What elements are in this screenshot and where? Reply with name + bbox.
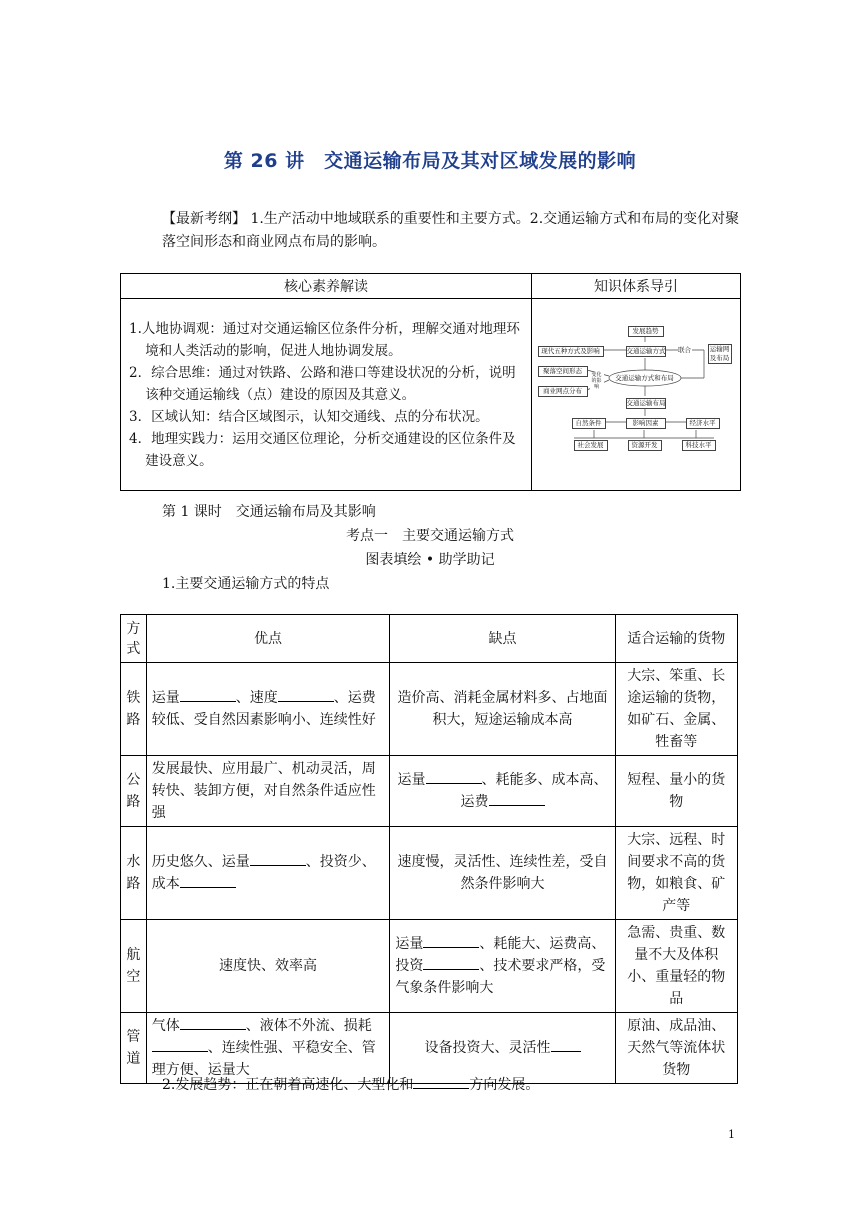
lesson-heading: 第 1 课时 交通运输布局及其影响: [162, 504, 376, 520]
ellipse-center: 交通运输方式和布局: [615, 373, 674, 382]
box-resource: 资源开发: [628, 440, 662, 451]
cons-cell: 速度慢，灵活性、连续性差，受自然条件影响大: [390, 827, 615, 920]
answer-blank: [423, 955, 479, 970]
overview-table: [120, 273, 741, 491]
box-tech: 科技水平: [682, 440, 716, 451]
page-title: 第 26 讲 交通运输布局及其对区域发展的影响: [223, 150, 637, 172]
header-goods: 适合运输的货物: [615, 615, 737, 663]
goods-cell: 急需、贵重、数量不大及体积小、重量轻的物品: [615, 920, 737, 1013]
answer-blank: [551, 1037, 581, 1052]
answer-blank: [152, 1037, 208, 1052]
box-economy: 经济水平: [686, 418, 720, 429]
transport-table: [120, 614, 738, 1084]
pros-cell: 速度快、效率高: [146, 920, 390, 1013]
table-row: [121, 756, 738, 827]
goods-cell: 原油、成品油、天然气等流体状货物: [615, 1013, 737, 1084]
answer-blank: [278, 687, 334, 702]
table-row: [121, 663, 738, 756]
label-combine: 联合: [678, 345, 691, 354]
answer-blank: [413, 1074, 469, 1089]
point-heading: 考点一 主要交通运输方式: [346, 528, 514, 544]
core-item-1: 1.人地协调观：通过对交通运输区位条件分析，理解交通对地理环境和人类活动的影响，促进人地协调发展。: [129, 320, 520, 359]
table-row: [121, 1013, 738, 1084]
answer-blank: [426, 769, 482, 784]
pros-cell: 气体 、液体不外流、损耗、连续性强、平稳安全、管理方便、运量大: [146, 1013, 390, 1084]
answer-blank: [250, 851, 306, 866]
answer-blank: [180, 873, 236, 888]
box-factors: 影响因素: [626, 418, 666, 429]
mode-cell: 管道: [121, 1013, 147, 1084]
box-way: 交通运输方式: [626, 346, 666, 355]
table-row: [121, 827, 738, 920]
core-item-4: 4．地理实践力：运用交通区位理论，分析交通建设的区位条件及建设意义。: [129, 430, 516, 469]
answer-blank: [423, 933, 479, 948]
syllabus-text: 1.生产活动中地域联系的重要性和主要方式。2.交通运输方式和布局的变化对聚落空间形态和商业网点布局的影响。: [162, 211, 740, 250]
item-2-text: 2.发展趋势：正在朝着高速化、大型化和 方向发展。: [162, 1074, 539, 1095]
syllabus-label: 【最新考纲】: [162, 211, 246, 227]
header-pros: 优点: [146, 615, 390, 663]
cons-cell: 运量 、耗能大、运费高、投资 、技术要求严格，受气象条件影响大: [390, 920, 615, 1013]
pros-cell: 历史悠久、运量 、投资少、成本: [146, 827, 390, 920]
goods-cell: 大宗、远程、时间要求不高的货物，如粮食、矿产等: [615, 827, 737, 920]
box-nature: 自然条件: [572, 418, 606, 429]
label-change: 变化的影响: [591, 371, 602, 390]
page-number: 1: [728, 1128, 735, 1141]
goods-cell: 大宗、笨重、长途运输的货物，如矿石、金属、牲畜等: [615, 663, 737, 756]
answer-blank: [180, 1015, 246, 1030]
mode-cell: 航空: [121, 920, 147, 1013]
item-1-heading: 1.主要交通运输方式的特点: [162, 576, 330, 592]
answer-blank: [489, 791, 545, 806]
mode-cell: 铁路: [121, 663, 147, 756]
cons-cell: 造价高、消耗金属材料多、占地面积大，短途运输成本高: [390, 663, 615, 756]
table-row: [121, 920, 738, 1013]
mode-cell: 公路: [121, 756, 147, 827]
box-trend: 发展趋势: [628, 326, 664, 337]
mode-cell: 水路: [121, 827, 147, 920]
pros-cell: 发展最快、应用最广、机动灵活，周转快、装卸方便，对自然条件适应性强: [146, 756, 390, 827]
goods-cell: 短程、量小的货物: [615, 756, 737, 827]
box-society: 社会发展: [574, 440, 608, 451]
box-commerce: 商业网点分布: [538, 386, 588, 397]
header-cons: 缺点: [390, 615, 615, 663]
core-item-3: 3．区域认知：结合区域图示，认知交通线、点的分布状况。: [129, 408, 489, 425]
header-mode: 方式: [121, 615, 147, 663]
cons-cell: 设备投资大、灵活性: [390, 1013, 615, 1084]
answer-blank: [180, 687, 236, 702]
knowledge-diagram-cell: [532, 299, 741, 491]
pros-cell: 运量 、速度 、运费较低、受自然因素影响小、连续性好: [146, 663, 390, 756]
subtitle: 图表填绘 • 助学助记: [365, 552, 495, 568]
core-literacy-cell: [121, 299, 532, 491]
box-settle: 聚落空间形态: [538, 366, 588, 377]
box-modes: 现代五种方式及影响: [538, 346, 604, 357]
core-item-2: 2．综合思维：通过对铁路、公路和港口等建设状况的分析，说明该种交通运输线（点）建设的原因及其意义。: [129, 364, 516, 403]
header-core: 核心素养解读: [121, 274, 532, 299]
cons-cell: 运量 、耗能多、成本高、运费: [390, 756, 615, 827]
box-network: 运输网及布局: [708, 344, 732, 364]
syllabus: [162, 208, 742, 254]
knowledge-diagram: [534, 310, 739, 480]
box-layout: 交通运输布局: [626, 398, 666, 407]
header-guide: 知识体系导引: [532, 274, 741, 299]
